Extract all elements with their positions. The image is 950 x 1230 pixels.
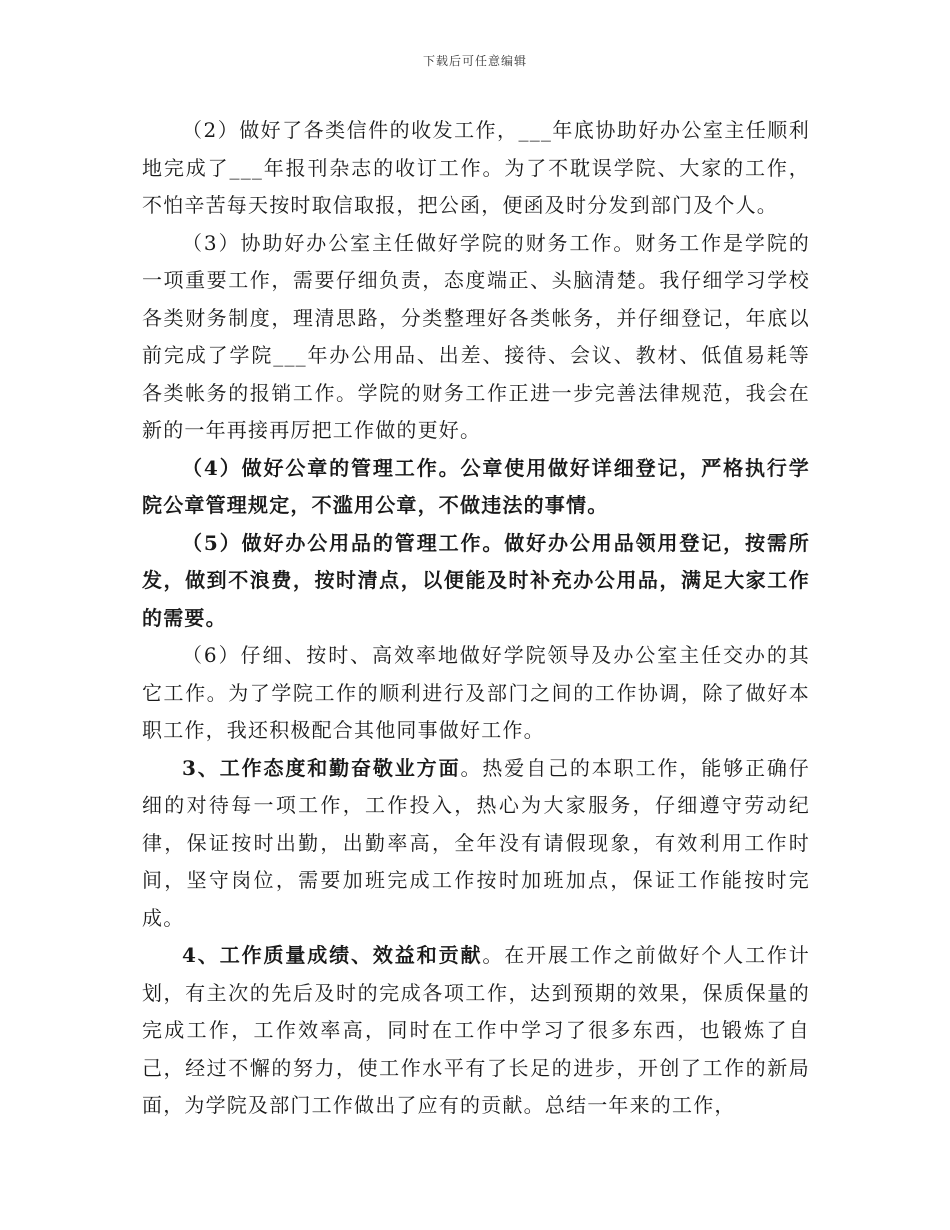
section-3-heading: 3、工作态度和勤奋敬业方面 — [182, 755, 461, 780]
section-3-paragraph — [142, 750, 810, 938]
paragraph-6-text: （6）仔细、按时、高效率地做好学院领导及办公室主任交办的其它工作。为了学院工作的顺利进行及部门之间的工作协调，除了做好本职工作，我还积极配合其他同事做好工作。 — [142, 643, 810, 742]
page-header: 下载后可任意编辑 — [422, 54, 527, 68]
paragraph-5 — [142, 525, 810, 638]
section-4-heading: 4、工作质量成绩、效益和贡献 — [182, 943, 483, 967]
paragraph-2-text: （2）做好了各类信件的收发工作，___年底协助好办公室主任顺利地完成了___年报刊杂志的收订工作。为了不耽误学院、大家的工作，不怕辛苦每天按时取信取报，把公函，便函及时分发到部门及个人。 — [142, 118, 810, 217]
paragraph-2 — [142, 112, 810, 225]
section-4-text: 。在开展工作之前做好个人工作计划，有主次的先后及时的完成各项工作，达到预期的效果，保质保量的完成工作，工作效率高，同时在工作中学习了很多东西，也锻炼了自己，经过不懈的努力，使工作水平有了长足的进步，开创了工作的新局面，为学院及部门工作做出了应有的贡献。总结一年来的工作， — [142, 943, 810, 1117]
paragraph-6 — [142, 637, 810, 750]
section-3-text: 。热爱自己的本职工作，能够正确仔细的对待每一项工作，工作投入，热心为大家服务，仔细遵守劳动纪律，保证按时出勤，出勤率高，全年没有请假现象，有效利用工作时间，坚守岗位，需要加班完成工作按时加班加点，保证工作能按时完成。 — [142, 755, 810, 930]
section-4-paragraph — [142, 937, 810, 1125]
paragraph-3-text: （3）协助好办公室主任做好学院的财务工作。财务工作是学院的一项重要工作，需要仔细负责，态度端正、头脑清楚。我仔细学习学校各类财务制度，理清思路，分类整理好各类帐务，并仔细登记，年底以前完成了学院___年办公用品、出差、接待、会议、教材、低值易耗等各类帐务的报销工作。学院的财务工作正进一步完善法律规范，我会在新的一年再接再厉把工作做的更好。 — [142, 230, 810, 442]
document-body — [142, 112, 810, 1125]
paragraph-3 — [142, 225, 810, 450]
paragraph-4-text: （4）做好公章的管理工作。公章使用做好详细登记，严格执行学院公章管理规定，不滥用公章，不做违法的事情。 — [142, 455, 810, 517]
paragraph-4 — [142, 450, 810, 525]
paragraph-5-text: （5）做好办公用品的管理工作。做好办公用品领用登记，按需所发，做到不浪费，按时清点，以便能及时补充办公用品，满足大家工作的需要。 — [142, 530, 810, 630]
